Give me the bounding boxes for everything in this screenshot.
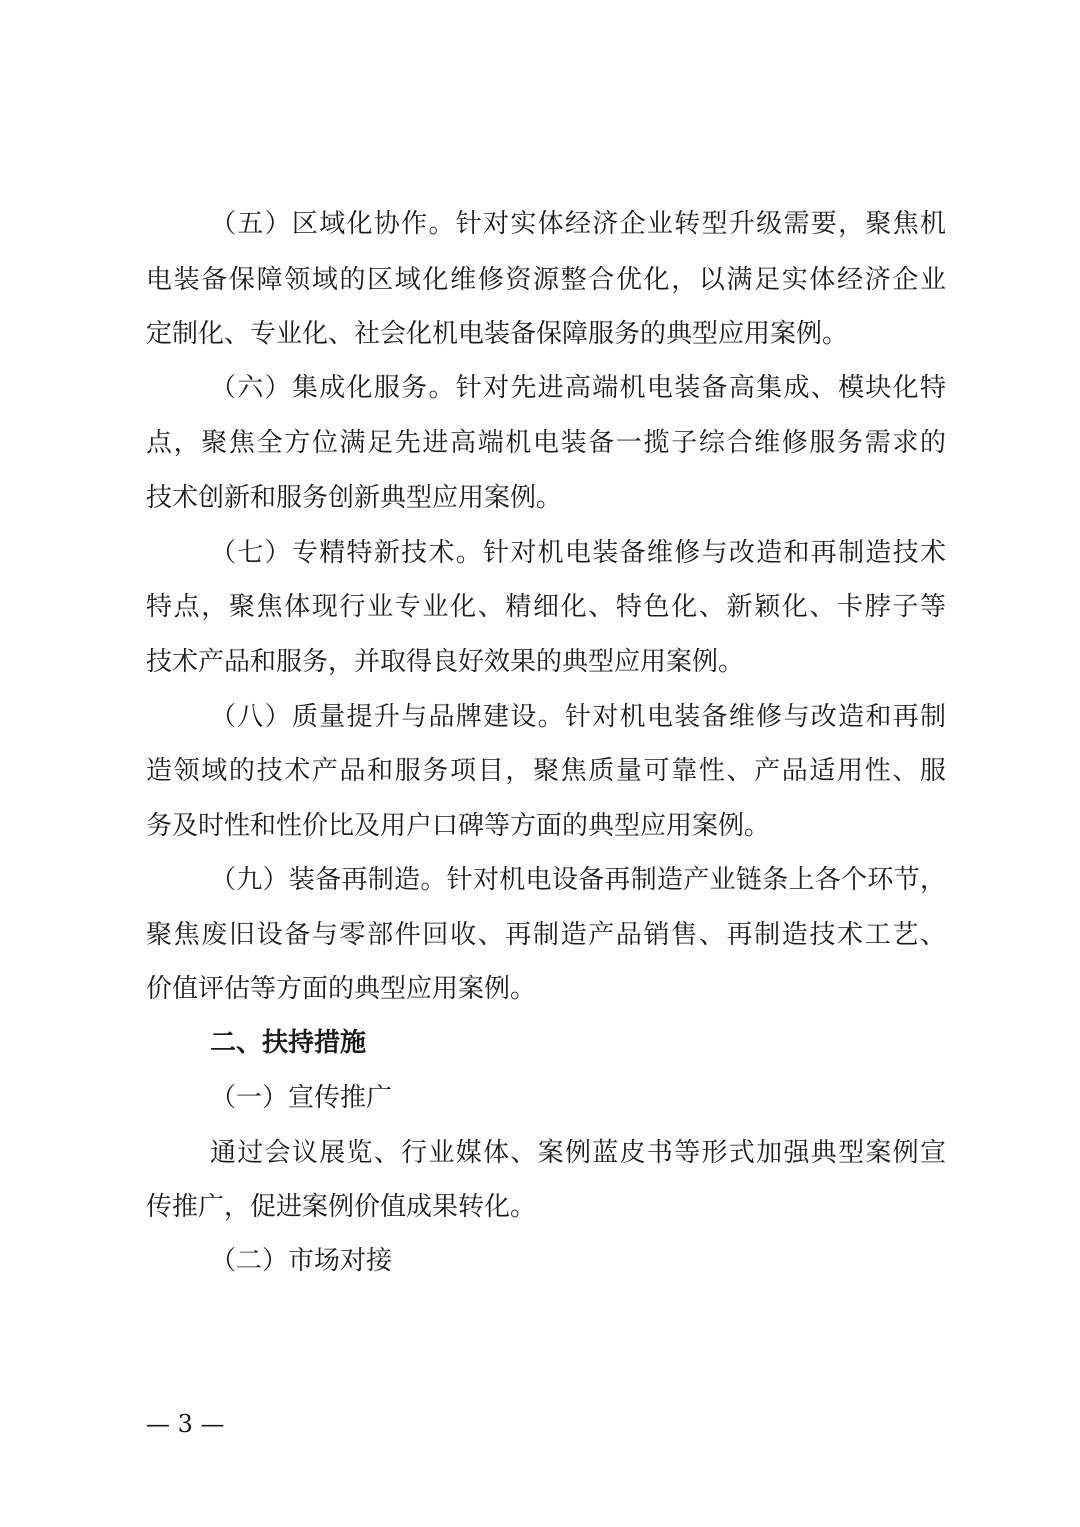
subsection-1-line-1: 通过会议展览、行业媒体、案例蓝皮书等形式加强典型案例宣: [210, 1138, 946, 1168]
paragraph-6-line-2: 点，聚焦全方位满足先进高端机电装备一揽子综合维修服务需求的: [146, 428, 946, 458]
paragraph-9-line-3: 价值评估等方面的典型应用案例。: [146, 974, 537, 1004]
paragraph-7-line-1: （七）专精特新技术。针对机电装备维修与改造和再制造技术: [210, 538, 946, 568]
subsection-1-line-2: 传推广，促进案例价值成果转化。: [146, 1192, 537, 1222]
paragraph-5-line-2: 电装备保障领域的区域化维修资源整合优化，以满足实体经济企业: [146, 265, 946, 295]
paragraph-9-line-1: （九）装备再制造。针对机电设备再制造产业链条上各个环节，: [210, 865, 946, 895]
paragraph-9-line-2: 聚焦废旧设备与零部件回收、再制造产品销售、再制造技术工艺、: [146, 920, 946, 950]
paragraph-5-line-3: 定制化、专业化、社会化机电装备保障服务的典型应用案例。: [146, 319, 849, 349]
paragraph-7-line-3: 技术产品和服务，并取得良好效果的典型应用案例。: [146, 647, 745, 677]
paragraph-6-line-3: 技术创新和服务创新典型应用案例。: [146, 483, 563, 513]
paragraph-8-line-1: （八）质量提升与品牌建设。针对机电装备维修与改造和再制: [210, 702, 946, 732]
paragraph-6-line-1: （六）集成化服务。针对先进高端机电装备高集成、模块化特: [210, 373, 946, 403]
subsection-1-title: （一）宣传推广: [210, 1083, 393, 1113]
paragraph-8-line-2: 造领域的技术产品和服务项目，聚焦质量可靠性、产品适用性、服: [146, 756, 946, 786]
paragraph-8-line-3: 务及时性和性价比及用户口碑等方面的典型应用案例。: [146, 811, 771, 841]
page-number: — 3 —: [146, 1410, 225, 1438]
subsection-2-title: （二）市场对接: [210, 1246, 393, 1276]
paragraph-7-line-2: 特点，聚焦体现行业专业化、精细化、特色化、新颖化、卡脖子等: [146, 592, 946, 622]
paragraph-5-line-1: （五）区域化协作。针对实体经济企业转型升级需要，聚焦机: [210, 209, 946, 239]
section-heading: 二、扶持措施: [210, 1028, 367, 1058]
